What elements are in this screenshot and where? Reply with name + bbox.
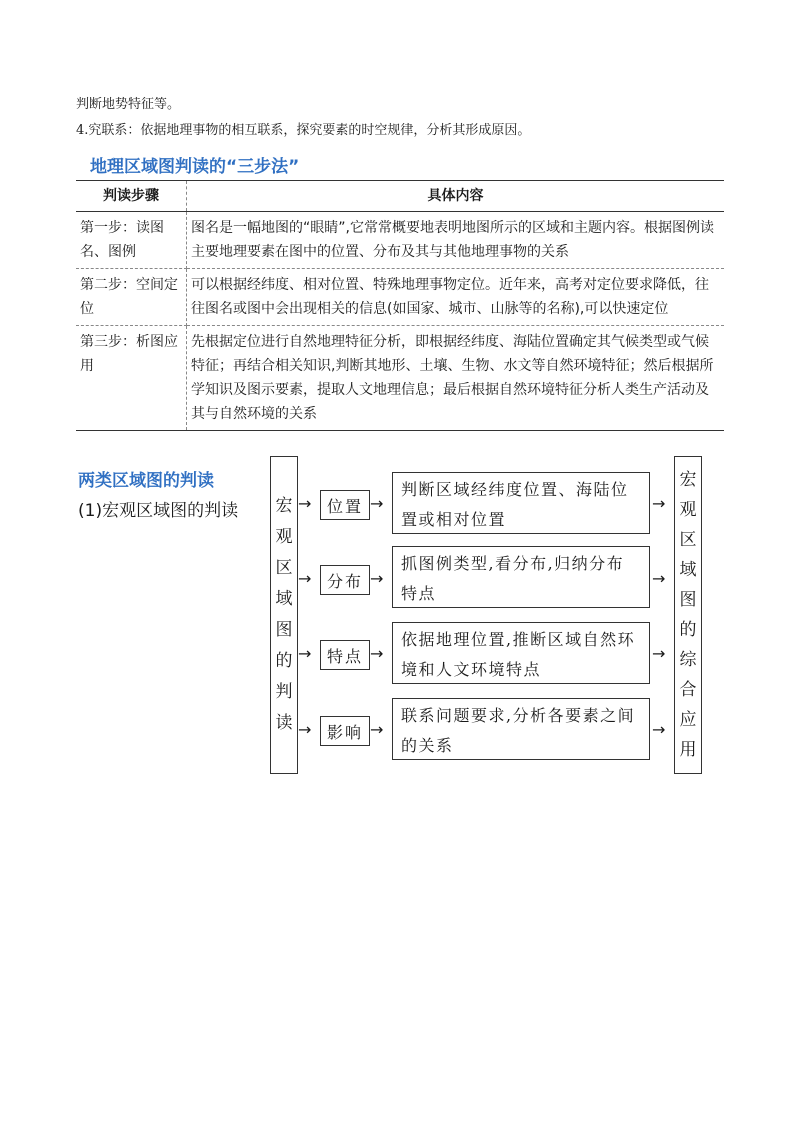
flow-arrow: →: [298, 644, 312, 663]
diagram-left-char: 的: [275, 651, 293, 671]
diagram-right-char: 域: [679, 560, 697, 580]
table-cell-step: 第二步：空间定位: [76, 269, 187, 326]
diagram-right-char: 应: [679, 710, 697, 730]
diagram-left-box: [270, 456, 298, 774]
flow-arrow: →: [298, 569, 312, 588]
diagram-label-distribution: 分布: [320, 565, 370, 595]
diagram-desc-distribution: 抓图例类型,看分布,归纳分布特点: [392, 546, 650, 608]
table-row: [76, 269, 724, 326]
flow-arrow: →: [652, 720, 666, 739]
diagram-right-char: 观: [679, 500, 697, 520]
diagram-right-char: 区: [679, 530, 697, 550]
section-title-three-steps: 地理区域图判读的“三步法”: [90, 157, 300, 177]
diagram-label-influence: 影响: [320, 716, 370, 746]
table-cell-content: 先根据定位进行自然地理特征分析，即根据经纬度、海陆位置确定其气候类型或气候特征；再结合相关知识,判断其地形、土壤、生物、水文等自然环境特征；然后根据所学知识及图示要素，提取人文地理信息；最后根据自然环境特征分析人类生产活动及其与自然环境的关系: [187, 326, 725, 431]
table-row: [76, 212, 724, 269]
flow-arrow: →: [370, 644, 384, 663]
diagram-desc-features: 依据地理位置,推断区域自然环境和人文环境特点: [392, 622, 650, 684]
diagram-left-char: 观: [275, 527, 293, 547]
intro-line-1: 判断地势特征等。: [76, 97, 181, 112]
diagram-right-char: 综: [679, 650, 697, 670]
flow-arrow: →: [370, 494, 384, 513]
diagram-right-char: 用: [679, 740, 697, 760]
table-header-row: [76, 181, 724, 212]
table-cell-content: 可以根据经纬度、相对位置、特殊地理事物定位。近年来，高考对定位要求降低，往往图名或图中会出现相关的信息(如国家、城市、山脉等的名称),可以快速定位: [187, 269, 725, 326]
diagram-left-char: 图: [275, 620, 293, 640]
diagram-label-features: 特点: [320, 640, 370, 670]
three-steps-table: [76, 180, 724, 431]
diagram-right-char: 图: [679, 590, 697, 610]
diagram-left-char: 宏: [275, 496, 293, 516]
diagram-label-position: 位置: [320, 490, 370, 520]
flow-arrow: →: [370, 720, 384, 739]
table-cell-step: 第一步：读图名、图例: [76, 212, 187, 269]
diagram-right-box: [674, 456, 702, 774]
diagram-left-char: 读: [275, 713, 293, 733]
flow-arrow: →: [652, 494, 666, 513]
diagram-left-char: 域: [275, 589, 293, 609]
flow-arrow: →: [652, 644, 666, 663]
table-header-step: 判读步骤: [76, 181, 187, 212]
diagram-desc-position: 判断区域经纬度位置、海陆位置或相对位置: [392, 472, 650, 534]
table-header-content: 具体内容: [187, 181, 725, 212]
intro-line-2: 4.究联系：依据地理事物的相互联系，探究要素的时空规律，分析其形成原因。: [76, 123, 531, 138]
flow-arrow: →: [652, 569, 666, 588]
diagram-left-char: 判: [275, 682, 293, 702]
diagram-right-char: 合: [679, 680, 697, 700]
diagram-right-char: 宏: [679, 470, 697, 490]
flow-arrow: →: [370, 569, 384, 588]
table-cell-step: 第三步：析图应用: [76, 326, 187, 431]
table-cell-content: 图名是一幅地图的“眼睛”,它常常概要地表明地图所示的区域和主题内容。根据图例读主要地理要素在图中的位置、分布及其与其他地理事物的关系: [187, 212, 725, 269]
flow-arrow: →: [298, 494, 312, 513]
subsection-title-macro: (1)宏观区域图的判读: [78, 501, 239, 521]
diagram-right-char: 的: [679, 620, 697, 640]
table-row: [76, 326, 724, 431]
diagram-left-char: 区: [275, 558, 293, 578]
flow-arrow: →: [298, 720, 312, 739]
section-title-two-types: 两类区域图的判读: [78, 471, 214, 491]
diagram-desc-influence: 联系问题要求,分析各要素之间的关系: [392, 698, 650, 760]
